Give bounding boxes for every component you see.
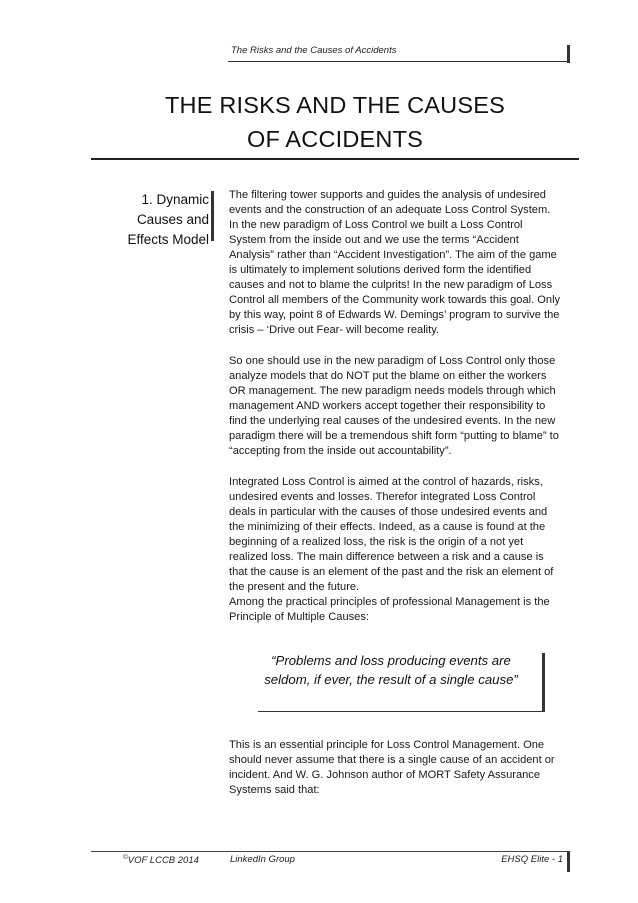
paragraph: Among the practical principles of professional Management is the Principle of Multiple Causes: [229, 596, 550, 623]
section-heading-bar [211, 191, 214, 241]
quote-rule [258, 711, 545, 712]
paragraph: So one should use in the new paradigm of Loss Control only those analyze models that do NOT put the blame on either the workers OR management. The new paradigm needs models through which management AND workers accept together their responsibility to find the underlying real causes of the undesired events. In the new paradigm there will be a tremendous shift form “putting to blame” to “accepting from the inside out accountability”. [229, 355, 559, 457]
paragraph: Integrated Loss Control is aimed at the control of hazards, risks, undesired events and losses. Therefor integrated Loss Control deals in particular with the causes of those undesired events and the minimizing of their effects. Indeed, as a cause is found at the beginning of a realized loss, the risk is the origin of a not yet realized loss. The main difference between a risk and a cause is that the cause is an element of the past and the risk an element of the present and the future. [229, 476, 554, 593]
pull-quote [244, 651, 538, 689]
page-title [100, 88, 570, 156]
title-rule [91, 158, 579, 160]
quote-line-1: “Problems and loss producing events are [271, 653, 511, 668]
section-heading [92, 190, 209, 250]
copyright-text: VOF LCCB 2014 [127, 855, 199, 867]
section-heading-line-3: Effects Model [127, 232, 209, 247]
header-rule [228, 61, 568, 62]
quote-side-bar [542, 653, 545, 712]
section-heading-line-2: Causes and [136, 212, 209, 227]
footer-corner-bar [567, 851, 570, 872]
footer-copyright [123, 854, 199, 866]
paragraph: The filtering tower supports and guides the analysis of undesired events and the construction of an adequate Loss Control System. In the new paradigm of Loss Control we built a Loss Control System from the inside out and we use the terms “Accident Analysis” rather than “Accident Investigation”. The aim of the game is ultimately to implement solutions derived form the identified causes and not to blame the culprits! In the new paradigm of Loss Control all members of the Community work towards this goal. Only by this way, point 8 of Edwards W. Demings’ program to survive the crisis – ‘Drive out Fear- will become reality. [229, 189, 561, 336]
header-corner-bar [567, 45, 570, 63]
quote-line-2: seldom, if ever, the result of a single cause” [264, 672, 518, 687]
footer-rule [91, 851, 568, 852]
title-line-1: THE RISKS AND THE CAUSES [165, 92, 505, 118]
copyright-symbol: © [123, 854, 128, 861]
section-heading-line-1: 1. Dynamic [141, 192, 209, 207]
paragraph: This is an essential principle for Loss Control Management. One should never assume that there is a single cause of an accident or incident. And W. G. Johnson author of MORT Safety Assurance Systems said that: [229, 739, 555, 796]
title-line-2: OF ACCIDENTS [246, 126, 424, 152]
footer-group: LinkedIn Group [230, 854, 295, 865]
footer-page-number: EHSQ Elite - 1 [501, 854, 563, 865]
running-header: The Risks and the Causes of Accidents [231, 45, 397, 56]
